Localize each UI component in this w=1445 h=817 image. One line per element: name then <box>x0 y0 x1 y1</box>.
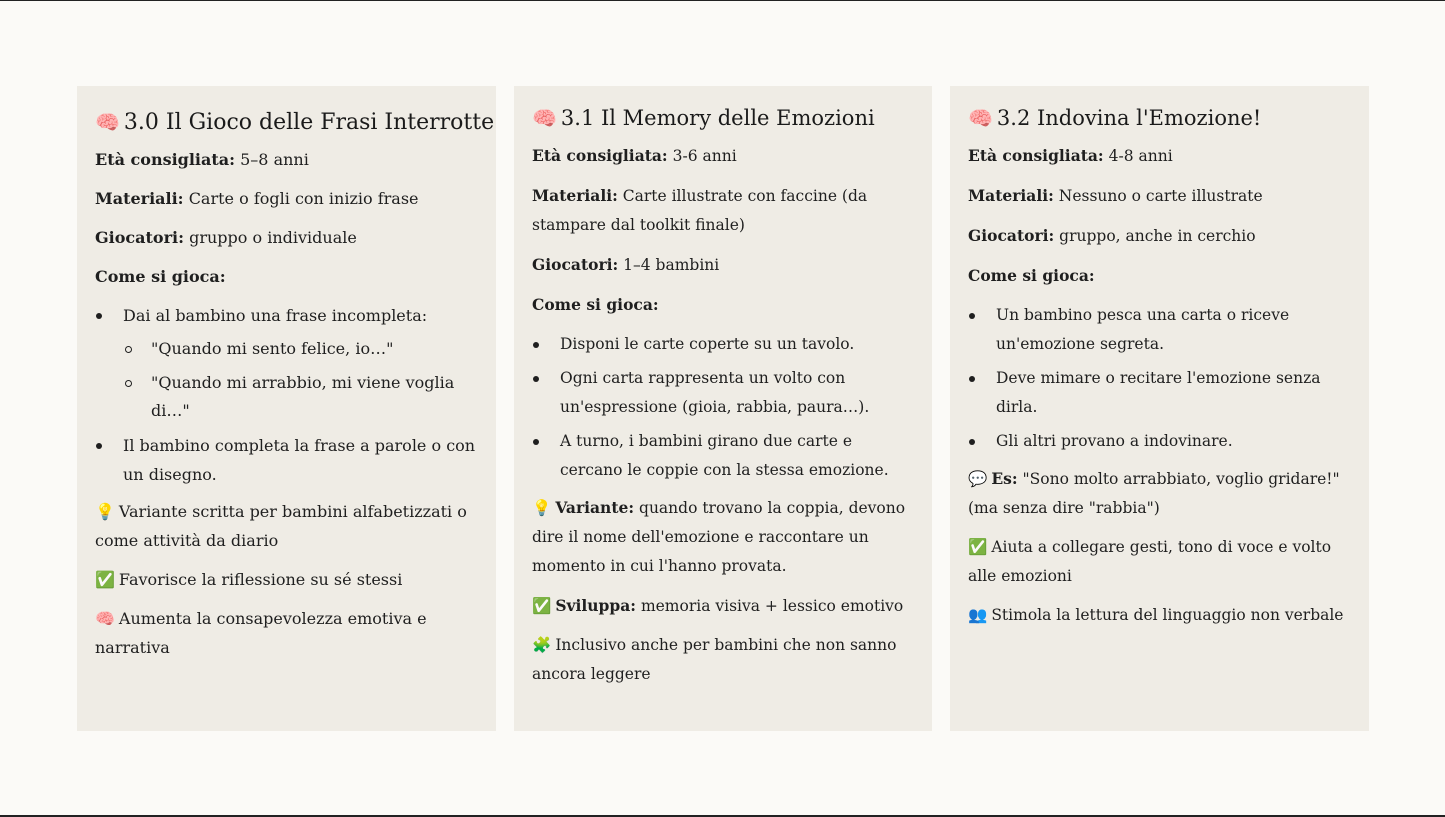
come-si-gioca-heading: Come si gioca: <box>968 266 1095 285</box>
list-item: Gli altri provano a indovinare. <box>968 427 1352 456</box>
note-stimola: 👥 Stimola la lettura del linguaggio non verbale <box>968 606 1344 624</box>
eta-row: Età consigliata: 3-6 anni <box>532 146 737 165</box>
come-si-gioca-heading: Come si gioca: <box>532 295 659 314</box>
brain-icon: 🧠 <box>95 609 115 628</box>
sub-list <box>123 335 479 425</box>
note-sviluppa: ✅ Sviluppa: memoria visiva + lessico emotivo <box>532 596 904 615</box>
card-title: 🧠 3.2 Indovina l'Emozione! <box>968 106 1262 130</box>
list-item: Il bambino completa la frase a parole o con un disegno. <box>95 431 479 489</box>
note-inclusivo: 🧩 Inclusivo anche per bambini che non sanno ancora leggere <box>532 636 897 683</box>
note-variante: 💡 Variante: quando trovano la coppia, devono dire il nome dell'emozione e raccontare un momento in cui l'hanno provata. <box>532 498 906 575</box>
note-favorisce: ✅ Favorisce la riflessione su sé stessi <box>95 570 403 589</box>
list-item: Ogni carta rappresenta un volto con un'espressione (gioia, rabbia, paura…). <box>532 364 915 422</box>
note-variante: 💡 Variante scritta per bambini alfabetizzati o come attività da diario <box>95 502 467 550</box>
card-title: 🧠 3.0 Il Gioco delle Frasi Interrotte <box>95 110 495 135</box>
eta-row: Età consigliata: 5–8 anni <box>95 150 309 169</box>
list-item: Un bambino pesca una carta o riceve un'emozione segreta. <box>968 301 1352 359</box>
lightbulb-icon: 💡 <box>532 499 552 517</box>
check-icon: ✅ <box>532 597 552 615</box>
brain-icon: 🧠 <box>532 106 557 130</box>
check-icon: ✅ <box>968 538 988 556</box>
note-esempio: 💬 Es: "Sono molto arrabbiato, voglio gridare!" (ma senza dire "rabbia") <box>968 469 1340 517</box>
list-item: Disponi le carte coperte su un tavolo. <box>532 330 915 359</box>
sub-list-item: "Quando mi arrabbio, mi viene voglia di…" <box>123 369 479 425</box>
giocatori-row: Giocatori: gruppo, anche in cerchio <box>968 226 1256 245</box>
steps-list <box>95 301 479 489</box>
lightbulb-icon: 💡 <box>95 502 115 521</box>
brain-icon: 🧠 <box>95 110 120 134</box>
steps-list <box>532 330 915 485</box>
check-icon: ✅ <box>95 570 115 589</box>
come-si-gioca-heading: Come si gioca: <box>95 267 226 286</box>
list-item: Deve mimare o recitare l'emozione senza dirla. <box>968 364 1352 422</box>
note-consapevolezza: 🧠 Aumenta la consapevolezza emotiva e narrativa <box>95 609 427 657</box>
people-icon: 👥 <box>968 606 988 624</box>
giocatori-row: Giocatori: 1–4 bambini <box>532 255 720 274</box>
steps-list <box>968 301 1352 456</box>
giocatori-row: Giocatori: gruppo o individuale <box>95 228 357 247</box>
list-item: Dai al bambino una frase incompleta: "Quando mi sento felice, io…" "Quando mi arrabbio, mi viene voglia di…" <box>95 301 479 425</box>
card-memory-emozioni <box>514 86 932 731</box>
card-frasi-interrotte <box>77 86 496 731</box>
note-aiuta: ✅ Aiuta a collegare gesti, tono di voce e volto alle emozioni <box>968 538 1332 585</box>
list-item: A turno, i bambini girano due carte e cercano le coppie con la stessa emozione. <box>532 427 915 485</box>
brain-icon: 🧠 <box>968 106 993 130</box>
card-indovina-emozione <box>950 86 1369 731</box>
puzzle-icon: 🧩 <box>532 636 552 654</box>
eta-row: Età consigliata: 4-8 anni <box>968 146 1173 165</box>
sub-list-item: "Quando mi sento felice, io…" <box>123 335 479 363</box>
card-title: 🧠 3.1 Il Memory delle Emozioni <box>532 106 875 130</box>
speech-bubble-icon: 💬 <box>968 470 988 488</box>
materiali-row: Materiali: Carte illustrate con faccine (da stampare dal toolkit finale) <box>532 186 868 234</box>
materiali-row: Materiali: Carte o fogli con inizio frase <box>95 189 419 208</box>
materiali-row: Materiali: Nessuno o carte illustrate <box>968 186 1263 205</box>
